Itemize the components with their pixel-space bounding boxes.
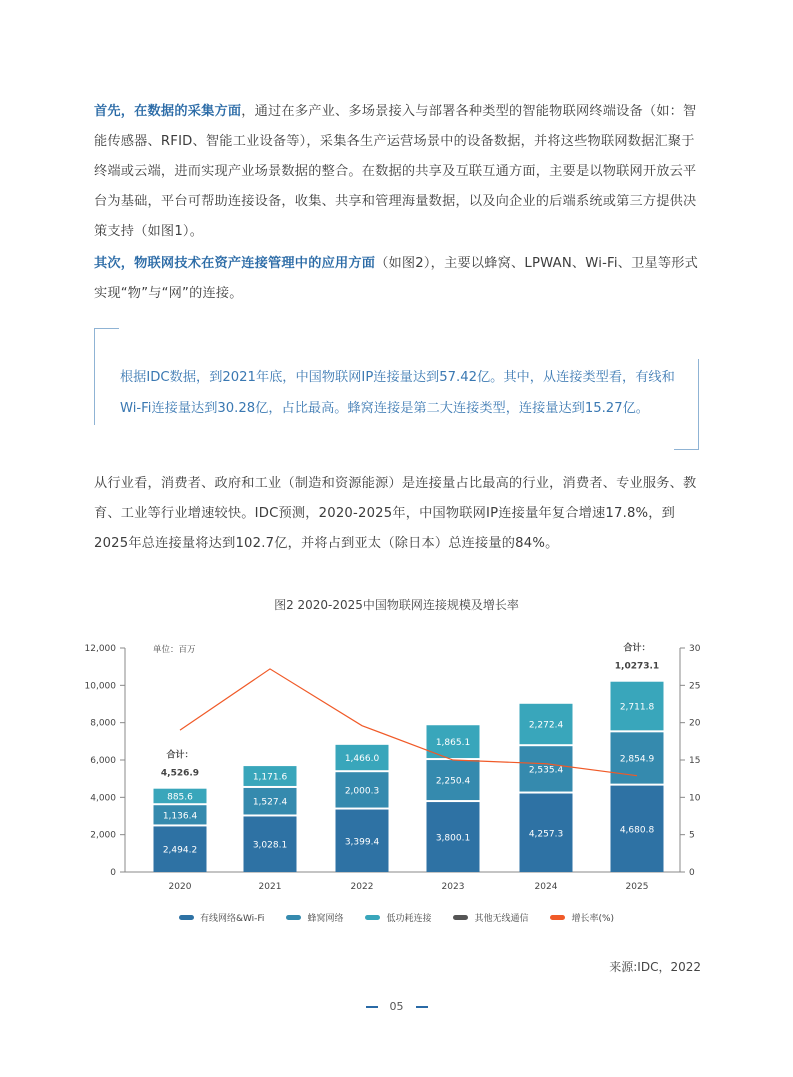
x-tick-label: 2020 xyxy=(168,882,192,892)
left-tick-label: 0 xyxy=(110,868,116,878)
legend-swatch xyxy=(550,915,565,920)
legend-item xyxy=(550,911,614,924)
legend-swatch xyxy=(286,915,301,920)
bar-value-label: 4,257.3 xyxy=(528,829,564,840)
bar-value-label: 3,028.1 xyxy=(252,840,288,851)
paragraph-industry: 从行业看，消费者、政府和工业（制造和资源能源）是连接量占比最高的行业，消费者、专业服务、教育、工业等行业增速较快。IDC预测，2020-2025年，中国物联网IP连接量年复合增速17.8%，到2025年总连接量将达到102.7亿，并将占到亚太（除日本）总连接量的84%。 xyxy=(94,476,697,551)
legend-item xyxy=(365,911,431,924)
bar-value-label: 1,865.1 xyxy=(435,738,471,749)
bar-value-label: 1,466.0 xyxy=(344,754,380,765)
bar-value-label: 3,800.1 xyxy=(435,833,471,844)
legend-swatch xyxy=(453,915,468,920)
chart-legend xyxy=(0,911,793,924)
bar-value-label: 2,000.3 xyxy=(344,786,380,797)
legend-item xyxy=(286,911,343,924)
right-tick-label: 20 xyxy=(689,718,701,729)
right-tick-label: 5 xyxy=(689,830,695,841)
bar-value-label: 2,854.9 xyxy=(619,754,655,765)
paragraph-highlight: 首先，在数据的采集方面 xyxy=(94,104,242,119)
left-tick-label: 10,000 xyxy=(84,681,116,692)
total-label: 合计： xyxy=(166,750,194,761)
legend-label: 其他无线通信 xyxy=(474,914,529,924)
bar-value-label: 1,171.6 xyxy=(252,772,288,783)
bar-value-label: 2,711.8 xyxy=(619,702,655,713)
right-tick-label: 10 xyxy=(689,793,701,804)
left-tick-label: 4,000 xyxy=(90,793,116,804)
bar-value-label: 2,250.4 xyxy=(435,776,471,787)
page-dash-right xyxy=(416,1006,428,1008)
legend-swatch xyxy=(365,915,380,920)
right-tick-label: 0 xyxy=(689,868,695,878)
page-number: 05 xyxy=(389,1000,404,1013)
left-tick-label: 6,000 xyxy=(90,756,116,766)
bar-value-label: 2,272.4 xyxy=(528,720,564,731)
legend-item xyxy=(453,911,528,924)
left-tick-label: 2,000 xyxy=(90,830,116,841)
legend-label: 有线网络&Wi-Fi xyxy=(199,914,265,924)
bar-value-label: 2,494.2 xyxy=(162,845,198,856)
paragraph-text: ，通过在多产业、多场景接入与部署各种类型的智能物联网终端设备（如：智能传感器、RFID、智能工业设备等），采集各生产运营场景中的设备数据，并将这些物联网数据汇聚于终端或云端，进而实现产业场景数据的整合。在数据的共享及互联互通方面，主要是以物联网开放云平台为基础，平台可帮助连接设备，收集、共享和管理海量数据，以及向企业的后端系统或第三方提供决策支持（如图1）。 xyxy=(94,104,697,239)
right-tick-label: 15 xyxy=(689,756,701,766)
x-tick-label: 2024 xyxy=(534,882,558,892)
right-tick-label: 25 xyxy=(689,681,701,692)
legend-label: 增长率(%) xyxy=(571,914,615,924)
bar-value-label: 3,399.4 xyxy=(344,837,380,848)
page-dash-left xyxy=(366,1006,378,1008)
bar-value-label: 1,136.4 xyxy=(162,811,198,822)
legend-item xyxy=(179,911,265,924)
right-tick-label: 30 xyxy=(689,644,701,654)
legend-swatch xyxy=(179,915,194,920)
source-note: 来源:IDC，2022 xyxy=(609,960,701,974)
legend-label: 低功耗连接 xyxy=(386,914,432,924)
x-tick-label: 2023 xyxy=(441,882,465,892)
quote-text: 根据IDC数据，到2021年底，中国物联网IP连接量达到57.42亿。其中，从连接类型看，有线和Wi-Fi连接量达到30.28亿，占比最高。蜂窝连接是第二大连接类型，连接量达到15.27亿。 xyxy=(120,370,675,416)
paragraph-highlight: 其次，物联网技术在资产连接管理中的应用方面 xyxy=(94,256,376,271)
total-label: 合计： xyxy=(623,643,651,654)
x-tick-label: 2025 xyxy=(625,882,649,892)
page-footer xyxy=(0,1000,793,1013)
total-value: 1,0273.1 xyxy=(614,661,660,672)
legend-label: 蜂窝网络 xyxy=(307,914,344,924)
total-value: 4,526.9 xyxy=(160,768,200,779)
left-tick-label: 12,000 xyxy=(84,644,116,654)
unit-label: 单位：百万 xyxy=(153,645,196,655)
bar-value-label: 4,680.8 xyxy=(619,825,655,836)
x-tick-label: 2022 xyxy=(350,882,374,892)
paragraph-text: （如图2），主要以蜂窝、LPWAN、Wi-Fi、卫星等形式实现“物”与“网”的连接。 xyxy=(94,256,699,301)
chart-title: 图2 2020-2025中国物联网连接规模及增长率 xyxy=(274,598,519,612)
x-tick-label: 2021 xyxy=(258,882,282,892)
bar-value-label: 885.6 xyxy=(167,792,193,803)
left-tick-label: 8,000 xyxy=(90,718,116,729)
bar-value-label: 1,527.4 xyxy=(252,797,288,808)
bar-value-label: 2,535.4 xyxy=(528,765,564,776)
